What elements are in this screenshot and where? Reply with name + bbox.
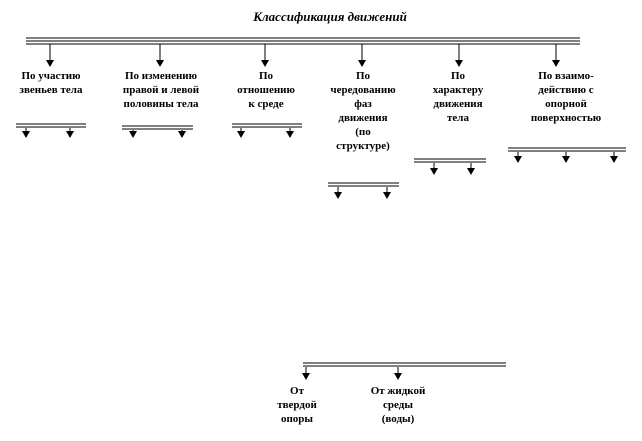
- category-body-movement-nature: По характеру движения тела: [432, 70, 484, 124]
- sub-arrow-head: [286, 131, 294, 138]
- diagram-title: Классификация движений: [253, 9, 407, 24]
- sub-arrow-head: [129, 131, 137, 138]
- category-arrow-2-head: [261, 60, 269, 67]
- subcategory-liquid-medium: От жидкой среды (воды): [370, 385, 426, 425]
- sub-arrow-head: [66, 131, 74, 138]
- category-arrow-1-head: [156, 60, 164, 67]
- sub-arrow-head: [514, 156, 522, 163]
- sub-arrow-head: [610, 156, 618, 163]
- category-arrow-3-head: [358, 60, 366, 67]
- sub-arrow-head: [334, 192, 342, 199]
- category-arrow-4-head: [455, 60, 463, 67]
- category-left-right-halves: По изменению правой и левой половины тела: [122, 70, 200, 110]
- bottom-arrow-head: [302, 373, 310, 380]
- sub-arrow-head: [22, 131, 30, 138]
- category-phase-alternation: По чередованию фаз движения (по структуре): [330, 70, 396, 152]
- category-relation-to-environment: По отношению к среде: [237, 70, 295, 110]
- sub-arrow-head: [237, 131, 245, 138]
- sub-arrow-head: [467, 168, 475, 175]
- category-arrow-0-head: [46, 60, 54, 67]
- bottom-arrow-head: [394, 373, 402, 380]
- category-arrow-5-head: [552, 60, 560, 67]
- category-body-parts: По участию звеньев тела: [19, 70, 83, 96]
- sub-arrow-head: [178, 131, 186, 138]
- sub-arrow-head: [383, 192, 391, 199]
- sub-arrow-head: [562, 156, 570, 163]
- category-support-interaction: По взаимо- действию с опорной поверхностью: [530, 70, 602, 124]
- sub-arrow-head: [430, 168, 438, 175]
- subcategory-solid-support: От твердой опоры: [277, 385, 317, 425]
